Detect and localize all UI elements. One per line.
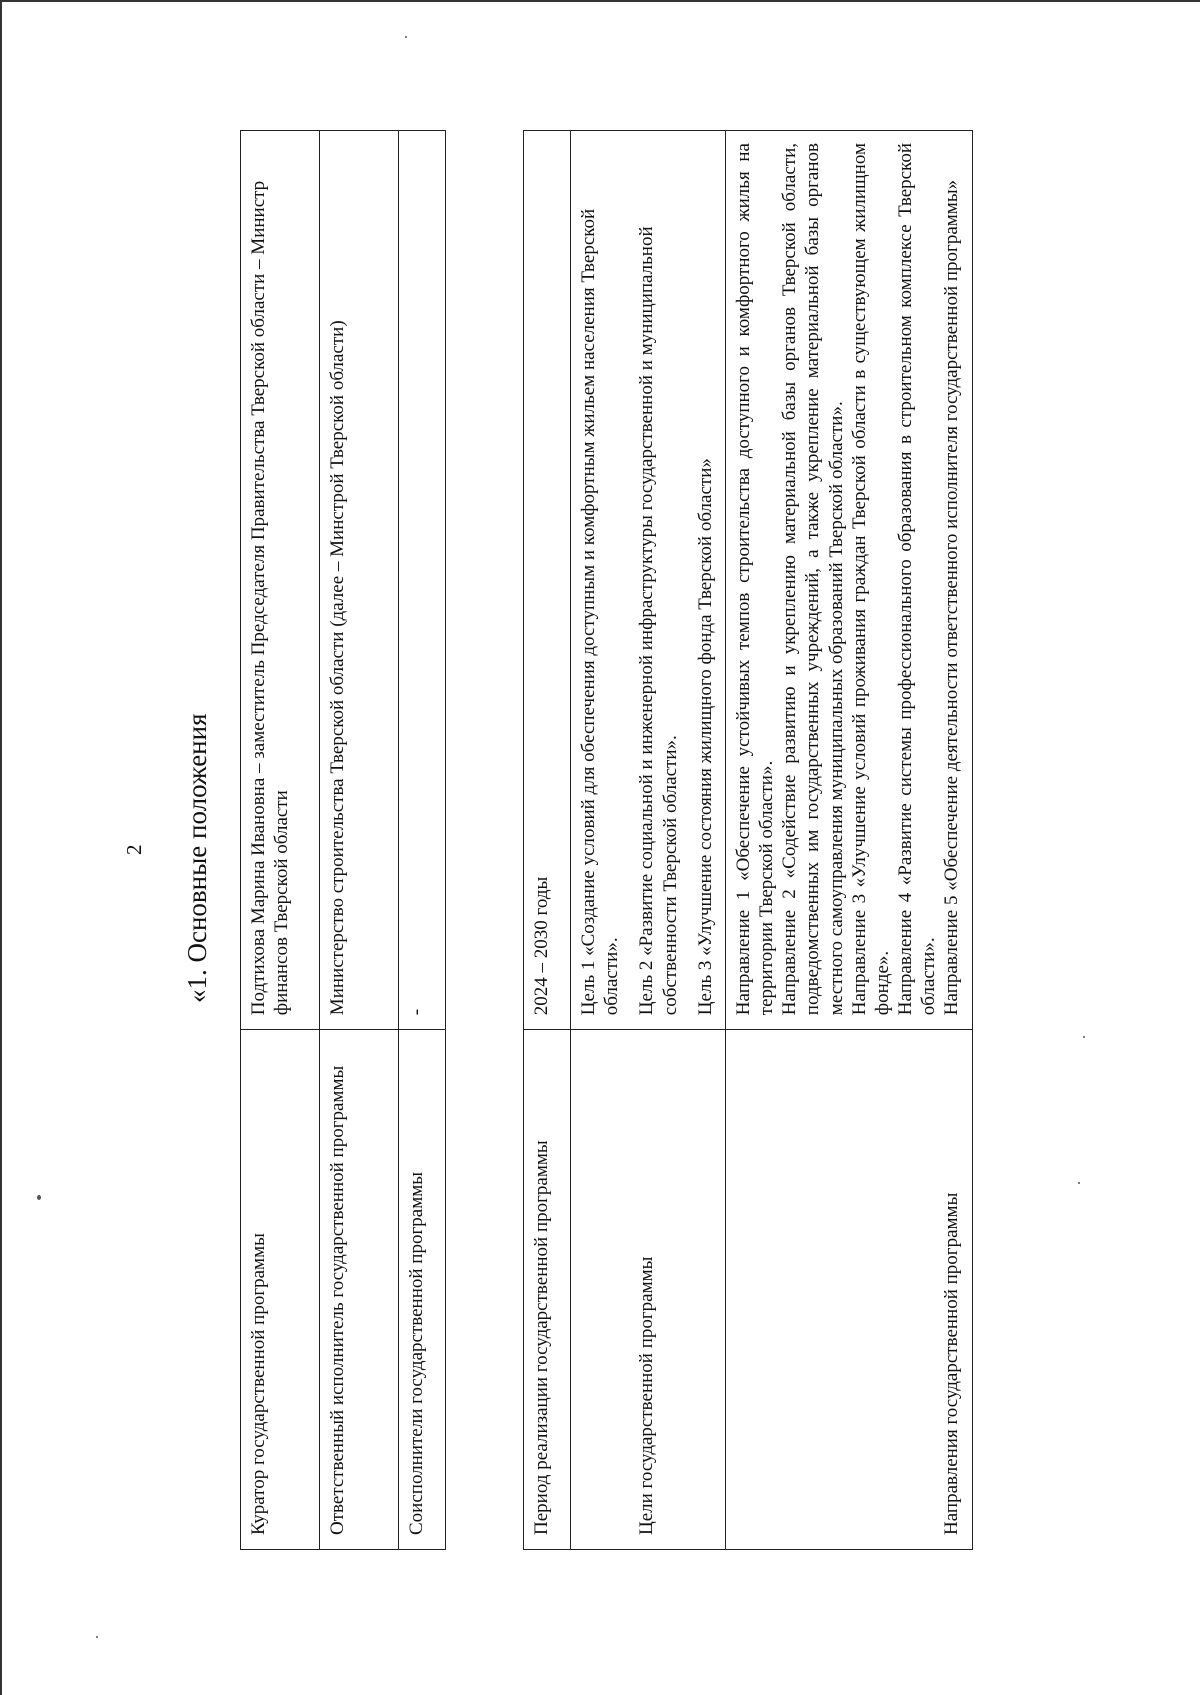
goals-label: Цели государственной программы <box>571 1030 726 1550</box>
directions-label: Направления государственной программы <box>725 1030 972 1550</box>
curator-value: Подтихова Марина Ивановна – заместитель Председателя Правительства Тверской области – Министр финансов Тверской области <box>241 131 320 1030</box>
scan-speck <box>1083 1036 1085 1038</box>
program-officials-table <box>240 130 446 1550</box>
goal-item-3: Цель 3 «Улучшение состояния жилищного фонда Тверской области» <box>694 458 716 1016</box>
table-row-goals <box>571 131 726 1550</box>
directions-value <box>725 131 972 1030</box>
direction-item-2: Направление 2 «Содействие развитию и укреплению материальной базы органов Тверской области, подведомственных им государственных учреждений, а также укрепление материальной базы органов местного самоуправления муниципальных образований Тверской области». <box>779 143 847 1016</box>
section-title: «1. Основные положения <box>182 713 212 1003</box>
scan-speck <box>37 1195 41 1200</box>
co-executors-label: Соисполнители государственной программы <box>399 1030 446 1550</box>
scan-speck <box>96 1636 98 1638</box>
goal-item-2: Цель 2 «Развитие социальной и инженерной инфраструктуры государственной и муниципальной собственности Тверской области». <box>636 226 681 1016</box>
table-row-period <box>524 131 571 1550</box>
table-row-responsible-executor <box>320 131 399 1550</box>
period-label: Период реализации государственной программы <box>524 1030 571 1550</box>
page-number: 2 <box>122 844 146 855</box>
direction-item-3: Направление 3 «Улучшение условий проживания граждан Тверской области в существующем жилищном фонде». <box>848 143 893 1016</box>
goals-value <box>571 131 726 1030</box>
scan-speck <box>405 36 407 38</box>
table-row-directions <box>725 131 972 1550</box>
goal-item-1: Цель 1 «Создание условий для обеспечения доступным и комфортным жильем населения Тверской области». <box>578 208 623 1016</box>
responsible-executor-value: Министерство строительства Тверской области (далее – Минстрой Тверской области) <box>320 131 399 1030</box>
direction-item-4: Направление 4 «Развитие системы профессионального образования в строительном комплексе Тверской области». <box>895 143 940 1016</box>
curator-label: Куратор государственной программы <box>241 1030 320 1550</box>
table-row-co-executors <box>399 131 446 1550</box>
direction-item-1: Направление 1 «Обеспечение устойчивых темпов строительства доступного и комфортного жилья на территории Тверской области». <box>732 143 778 1016</box>
direction-item-5: Направление 5 «Обеспечение деятельности ответственного исполнителя государственной программы» <box>941 179 963 1016</box>
period-value: 2024 – 2030 годы <box>524 131 571 1030</box>
co-executors-value: - <box>399 131 446 1030</box>
responsible-executor-label: Ответственный исполнитель государственной программы <box>320 1030 399 1550</box>
program-parameters-table <box>523 130 973 1550</box>
scan-speck <box>1078 1182 1080 1184</box>
table-row-curator <box>241 131 320 1550</box>
